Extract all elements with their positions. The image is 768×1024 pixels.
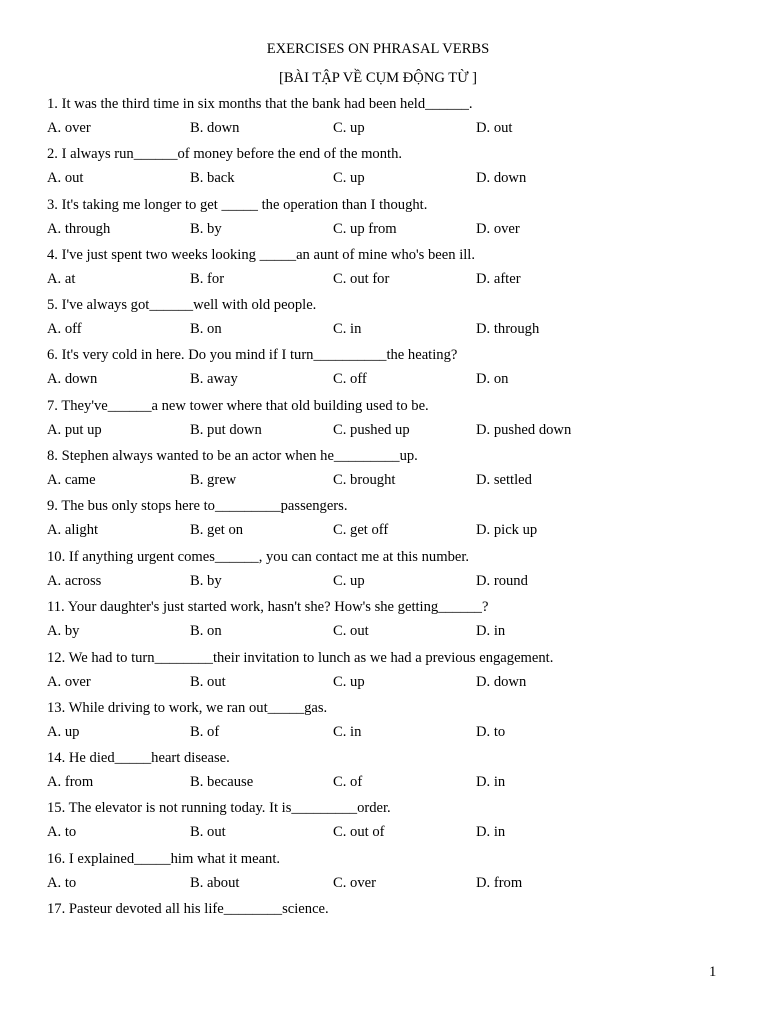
question-12: [47, 650, 747, 700]
option-c: C. out of: [333, 824, 385, 840]
option-b: B. get on: [190, 522, 244, 538]
option-a: A. came: [47, 472, 96, 488]
question-stem: 9. The bus only stops here to_________passengers.: [47, 498, 348, 514]
question-stem: 16. I explained_____him what it meant.: [47, 851, 281, 867]
option-b: B. out: [190, 674, 226, 690]
option-a: A. at: [47, 271, 76, 287]
option-a: A. over: [47, 120, 91, 136]
option-b: B. for: [190, 271, 225, 287]
question-3: [47, 197, 747, 247]
option-a: A. off: [47, 321, 82, 337]
option-d: D. to: [476, 724, 506, 740]
option-d: D. through: [476, 321, 540, 337]
option-a: A. put up: [47, 422, 102, 438]
question-14: [47, 750, 747, 800]
question-stem: 1. It was the third time in six months that the bank had been held______.: [47, 96, 473, 112]
option-a: A. down: [47, 371, 98, 387]
option-a: A. across: [47, 573, 102, 589]
question-stem: 7. They've______a new tower where that old building used to be.: [47, 398, 429, 414]
option-c: C. pushed up: [333, 422, 410, 438]
option-a: A. alight: [47, 522, 99, 538]
option-b: B. of: [190, 724, 220, 740]
question-stem: 2. I always run______of money before the end of the month.: [47, 146, 403, 162]
option-b: B. by: [190, 573, 222, 589]
option-d: D. in: [476, 623, 506, 639]
option-d: D. down: [476, 170, 527, 186]
option-c: C. up: [333, 120, 365, 136]
option-c: C. over: [333, 875, 376, 891]
question-16: [47, 851, 747, 901]
question-stem: 5. I've always got______well with old people.: [47, 297, 317, 313]
option-b: B. on: [190, 623, 222, 639]
option-d: D. pick up: [476, 522, 538, 538]
question-1: [47, 96, 747, 146]
option-c: C. up: [333, 674, 365, 690]
option-b: B. back: [190, 170, 235, 186]
option-a: A. up: [47, 724, 80, 740]
question-17: [47, 901, 747, 951]
question-stem: 11. Your daughter's just started work, hasn't she? How's she getting______?: [47, 599, 489, 615]
question-11: [47, 599, 747, 649]
question-stem: 3. It's taking me longer to get _____ the operation than I thought.: [47, 197, 428, 213]
option-b: B. away: [190, 371, 238, 387]
question-stem: 6. It's very cold in here. Do you mind if I turn__________the heating?: [47, 347, 458, 363]
option-a: A. through: [47, 221, 111, 237]
option-a: A. to: [47, 875, 77, 891]
option-b: B. about: [190, 875, 240, 891]
option-a: A. from: [47, 774, 94, 790]
page-subtitle: [BÀI TẬP VỀ CỤM ĐỘNG TỪ ]: [278, 70, 478, 86]
option-c: C. in: [333, 321, 362, 337]
option-d: D. down: [476, 674, 527, 690]
question-stem: 10. If anything urgent comes______, you can contact me at this number.: [47, 549, 470, 565]
question-2: [47, 146, 747, 196]
question-5: [47, 297, 747, 347]
option-c: C. out for: [333, 271, 390, 287]
question-stem: 8. Stephen always wanted to be an actor when he_________up.: [47, 448, 418, 464]
option-b: B. down: [190, 120, 240, 136]
option-a: A. to: [47, 824, 77, 840]
question-9: [47, 498, 747, 548]
option-c: C. up: [333, 573, 365, 589]
option-b: B. put down: [190, 422, 262, 438]
option-b: B. out: [190, 824, 226, 840]
question-10: [47, 549, 747, 599]
question-7: [47, 398, 747, 448]
option-b: B. on: [190, 321, 222, 337]
option-d: D. settled: [476, 472, 532, 488]
option-b: B. grew: [190, 472, 237, 488]
option-a: A. by: [47, 623, 80, 639]
option-c: C. out: [333, 623, 369, 639]
option-d: D. in: [476, 824, 506, 840]
option-a: A. out: [47, 170, 84, 186]
option-c: C. brought: [333, 472, 396, 488]
option-a: A. over: [47, 674, 91, 690]
question-stem: 17. Pasteur devoted all his life________science.: [47, 901, 329, 917]
question-8: [47, 448, 747, 498]
question-stem: 15. The elevator is not running today. It is_________order.: [47, 800, 391, 816]
option-d: D. from: [476, 875, 523, 891]
option-b: B. by: [190, 221, 222, 237]
option-d: D. on: [476, 371, 509, 387]
page-number: 1: [709, 964, 717, 980]
option-c: C. in: [333, 724, 362, 740]
option-d: D. after: [476, 271, 521, 287]
question-15: [47, 800, 747, 850]
option-c: C. get off: [333, 522, 389, 538]
option-d: D. pushed down: [476, 422, 572, 438]
page-title: EXERCISES ON PHRASAL VERBS: [266, 41, 490, 57]
option-d: D. out: [476, 120, 513, 136]
option-d: D. over: [476, 221, 520, 237]
option-c: C. up: [333, 170, 365, 186]
option-c: C. of: [333, 774, 363, 790]
question-stem: 12. We had to turn________their invitation to lunch as we had a previous engagement.: [47, 650, 554, 666]
option-c: C. up from: [333, 221, 397, 237]
question-13: [47, 700, 747, 750]
option-d: D. round: [476, 573, 528, 589]
option-c: C. off: [333, 371, 367, 387]
question-6: [47, 347, 747, 397]
option-b: B. because: [190, 774, 254, 790]
question-stem: 4. I've just spent two weeks looking _____an aunt of mine who's been ill.: [47, 247, 476, 263]
question-stem: 14. He died_____heart disease.: [47, 750, 230, 766]
question-4: [47, 247, 747, 297]
question-stem: 13. While driving to work, we ran out_____gas.: [47, 700, 328, 716]
option-d: D. in: [476, 774, 506, 790]
